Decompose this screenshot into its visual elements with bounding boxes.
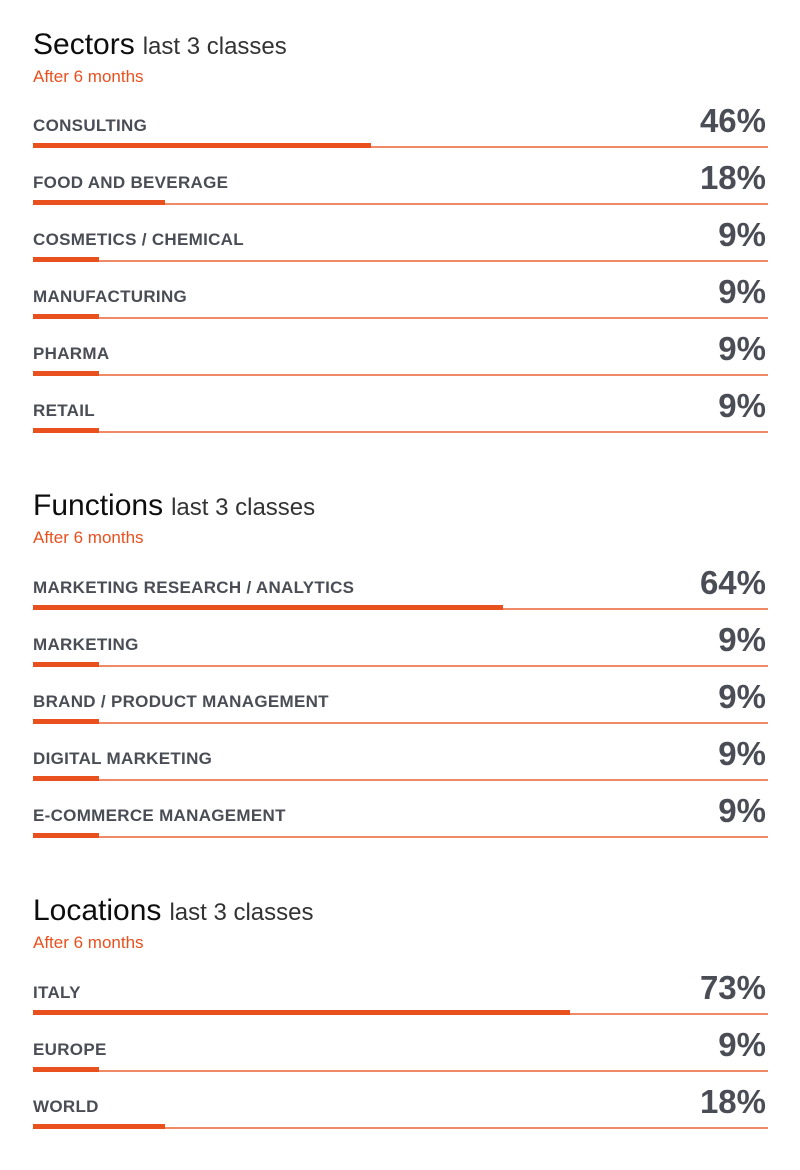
bar-value-label: 46% [699,102,766,139]
bar-row [33,91,768,148]
chart-title: Functions [33,489,164,522]
bar-label: MARKETING [33,635,139,654]
bar-label: COSMETICS / CHEMICAL [33,230,244,249]
bar-label: MARKETING RESEARCH / ANALYTICS [33,578,355,597]
bar-value-label: 9% [718,387,766,424]
bar-rows [33,553,768,843]
bar-rows [33,91,768,436]
bar-label: DIGITAL MARKETING [33,749,213,768]
chart-title-suffix: last 3 classes [142,33,287,60]
bar-value-label: 73% [699,969,766,1006]
bar-label: ITALY [33,983,81,1002]
bar-value-label: 9% [718,621,766,658]
bar-label: EUROPE [33,1040,107,1059]
bar-row [33,262,768,319]
functions-chart [33,489,768,839]
bar-row [33,1015,768,1072]
bar-label: RETAIL [33,401,95,420]
chart-title: Sectors [33,28,135,61]
bar-value-label: 9% [718,678,766,715]
bar-value-label: 64% [699,564,766,601]
bar-fill [33,833,99,838]
bar-label: FOOD AND BEVERAGE [33,173,229,192]
bar-value-label: 18% [699,1083,766,1120]
bar-label: E-COMMERCE MANAGEMENT [33,806,286,825]
locations-chart [33,894,768,1134]
bar-fill [33,428,99,433]
chart-title: Locations [33,894,162,927]
chart-subtitle: After 6 months [33,67,144,86]
bar-track [33,836,768,838]
bar-row [33,724,768,781]
bar-row [33,376,768,433]
sectors-chart [33,28,768,433]
bar-label: WORLD [33,1097,99,1116]
chart-subtitle: After 6 months [33,528,144,547]
bar-value-label: 9% [718,273,766,310]
bar-row [33,319,768,376]
bar-fill [33,1124,165,1129]
bar-label: PHARMA [33,344,110,363]
chart-title-suffix: last 3 classes [171,494,316,521]
bar-value-label: 9% [718,1026,766,1063]
chart-subtitle: After 6 months [33,933,144,952]
bar-label: BRAND / PRODUCT MANAGEMENT [33,692,329,711]
bar-rows [33,958,768,1138]
bar-value-label: 9% [718,792,766,829]
bar-row [33,781,768,838]
bar-row [33,958,768,1015]
bar-row [33,148,768,205]
bar-track [33,431,768,433]
bar-row [33,205,768,262]
bar-row [33,1072,768,1129]
chart-title-suffix: last 3 classes [169,899,314,926]
bar-label: CONSULTING [33,116,148,135]
bar-row [33,610,768,667]
bar-value-label: 9% [718,330,766,367]
bar-value-label: 18% [699,159,766,196]
bar-value-label: 9% [718,735,766,772]
bar-row [33,667,768,724]
bar-row [33,553,768,610]
bar-label: MANUFACTURING [33,287,188,306]
bar-value-label: 9% [718,216,766,253]
